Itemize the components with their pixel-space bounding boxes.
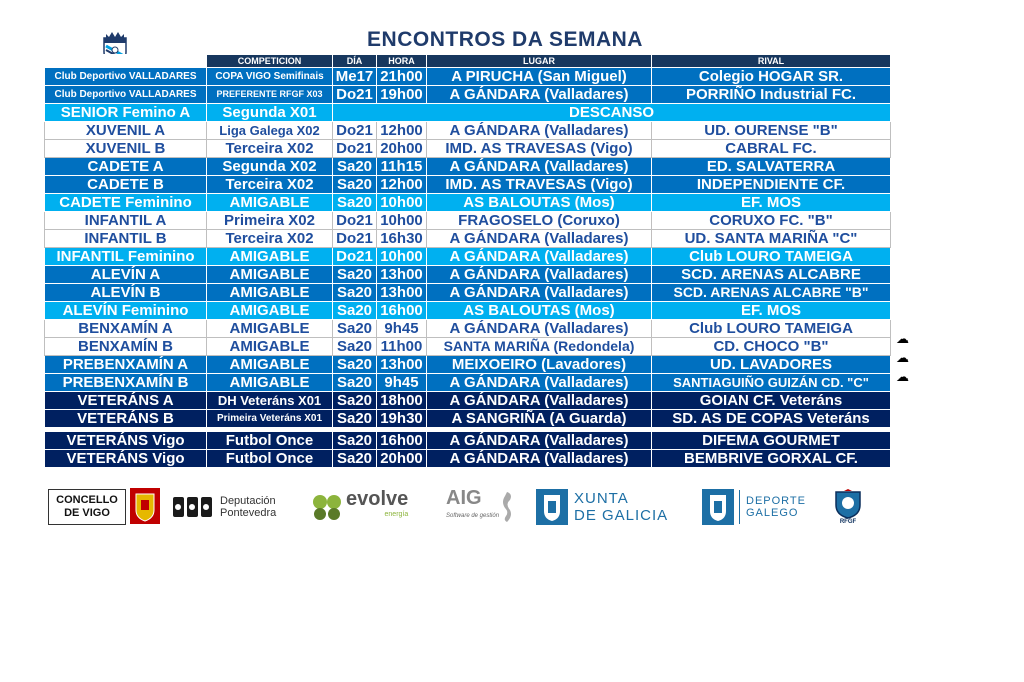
- rival-cell: SCD. ARENAS ALCABRE "B": [652, 284, 891, 302]
- xunta-line2: DE GALICIA: [574, 507, 669, 524]
- evolve-logo: [312, 487, 432, 527]
- rival-cell: EF. MOS: [652, 302, 891, 320]
- day-cell: Sa20: [333, 392, 377, 410]
- time-cell: 10h00: [377, 194, 427, 212]
- sponsor-strip: [44, 487, 890, 531]
- day-cell: Sa20: [333, 356, 377, 374]
- rest-cell: DESCANSO: [333, 104, 891, 122]
- day-cell: Do21: [333, 248, 377, 266]
- competition-cell: AMIGABLE: [207, 320, 333, 338]
- rain-cloud-icon: ☁: [896, 331, 909, 346]
- rival-cell: CD. CHOCO "B": [652, 338, 891, 356]
- venue-cell: A GÁNDARA (Valladares): [427, 86, 652, 104]
- venue-cell: A GÁNDARA (Valladares): [427, 158, 652, 176]
- concello-line1: CONCELLO: [56, 494, 118, 506]
- rain-cloud-icon: ☁: [896, 350, 909, 365]
- team-cell: BENXAMÍN B: [45, 338, 207, 356]
- competition-cell: Segunda X02: [207, 158, 333, 176]
- table-row: [45, 194, 891, 212]
- venue-cell: SANTA MARIÑA (Redondela): [427, 338, 652, 356]
- table-row: [45, 302, 891, 320]
- rain-cloud-icon: ☁: [896, 369, 909, 384]
- time-cell: 20h00: [377, 450, 427, 468]
- rival-cell: Club LOURO TAMEIGA: [652, 320, 891, 338]
- venue-cell: A GÁNDARA (Valladares): [427, 248, 652, 266]
- time-cell: 13h00: [377, 356, 427, 374]
- venue-cell: IMD. AS TRAVESAS (Vigo): [427, 140, 652, 158]
- table-row: [45, 158, 891, 176]
- competition-cell: Primeira X02: [207, 212, 333, 230]
- time-cell: 16h00: [377, 432, 427, 450]
- competition-cell: Primeira Veteráns X01: [207, 410, 333, 428]
- rival-cell: PORRIÑO Industrial FC.: [652, 86, 891, 104]
- team-cell: VETERÁNS A: [45, 392, 207, 410]
- competition-cell: AMIGABLE: [207, 356, 333, 374]
- day-cell: Me17: [333, 68, 377, 86]
- xunta-shield-icon: [536, 489, 568, 525]
- team-cell: CADETE Feminino: [45, 194, 207, 212]
- header-dia: DÍA: [333, 55, 377, 68]
- table-row: [45, 320, 891, 338]
- team-cell: ALEVÍN B: [45, 284, 207, 302]
- team-cell: SENIOR Femino A: [45, 104, 207, 122]
- table-row: [45, 392, 891, 410]
- day-cell: Do21: [333, 140, 377, 158]
- team-cell: Club Deportivo VALLADARES: [45, 86, 207, 104]
- competition-cell: AMIGABLE: [207, 374, 333, 392]
- time-cell: 13h00: [377, 266, 427, 284]
- competition-cell: Futbol Once: [207, 432, 333, 450]
- deporte-line2: GALEGO: [746, 507, 799, 519]
- competition-cell: Futbol Once: [207, 450, 333, 468]
- competition-cell: Terceira X02: [207, 230, 333, 248]
- day-cell: Sa20: [333, 410, 377, 428]
- rival-cell: UD. SANTA MARIÑA "C": [652, 230, 891, 248]
- competition-cell: AMIGABLE: [207, 194, 333, 212]
- day-cell: Do21: [333, 212, 377, 230]
- evolve-name: evolve: [346, 488, 409, 510]
- aig-logo: [446, 487, 526, 527]
- time-cell: 18h00: [377, 392, 427, 410]
- rival-cell: Colegio HOGAR SR.: [652, 68, 891, 86]
- page-title: ENCONTROS DA SEMANA: [367, 28, 643, 51]
- rival-cell: ED. SALVATERRA: [652, 158, 891, 176]
- rival-cell: CORUXO FC. "B": [652, 212, 891, 230]
- team-cell: VETERÁNS B: [45, 410, 207, 428]
- rival-cell: BEMBRIVE GORXAL CF.: [652, 450, 891, 468]
- competition-cell: COPA VIGO Semifinais: [207, 68, 333, 86]
- seahorse-icon: [499, 490, 515, 524]
- rival-cell: DIFEMA GOURMET: [652, 432, 891, 450]
- deputacion-line2: Pontevedra: [220, 507, 277, 519]
- table-row: [45, 374, 891, 392]
- team-cell: BENXAMÍN A: [45, 320, 207, 338]
- deputacion-pontevedra-logo: [172, 487, 302, 527]
- competition-cell: Terceira X02: [207, 140, 333, 158]
- team-cell: VETERÁNS Vigo: [45, 432, 207, 450]
- table-row: [45, 338, 891, 356]
- time-cell: 10h00: [377, 248, 427, 266]
- time-cell: 12h00: [377, 122, 427, 140]
- table-row: [45, 212, 891, 230]
- table-row: [45, 410, 891, 428]
- table-row: [45, 266, 891, 284]
- venue-cell: A GÁNDARA (Valladares): [427, 266, 652, 284]
- rfgf-logo: [830, 487, 866, 527]
- team-cell: ALEVÍN A: [45, 266, 207, 284]
- competition-cell: Liga Galega X02: [207, 122, 333, 140]
- team-cell: INFANTIL B: [45, 230, 207, 248]
- aig-tagline: Software de gestión: [446, 513, 500, 519]
- day-cell: Sa20: [333, 338, 377, 356]
- time-cell: 10h00: [377, 212, 427, 230]
- team-cell: CADETE B: [45, 176, 207, 194]
- venue-cell: A GÁNDARA (Valladares): [427, 284, 652, 302]
- competition-cell: Segunda X01: [207, 104, 333, 122]
- table-row: [45, 86, 891, 104]
- venue-cell: MEIXOEIRO (Lavadores): [427, 356, 652, 374]
- team-cell: VETERÁNS Vigo: [45, 450, 207, 468]
- time-cell: 9h45: [377, 374, 427, 392]
- day-cell: Sa20: [333, 432, 377, 450]
- header-competicion: COMPETICION: [207, 55, 333, 68]
- rival-cell: SANTIAGUIÑO GUIZÁN CD. "C": [652, 374, 891, 392]
- rival-cell: UD. LAVADORES: [652, 356, 891, 374]
- team-cell: INFANTIL A: [45, 212, 207, 230]
- team-cell: INFANTIL Feminino: [45, 248, 207, 266]
- team-cell: Club Deportivo VALLADARES: [45, 68, 207, 86]
- venue-cell: A GÁNDARA (Valladares): [427, 392, 652, 410]
- day-cell: Sa20: [333, 302, 377, 320]
- deputacion-icon: [172, 494, 214, 520]
- time-cell: 21h00: [377, 68, 427, 86]
- day-cell: Sa20: [333, 374, 377, 392]
- day-cell: Sa20: [333, 266, 377, 284]
- competition-cell: Terceira X02: [207, 176, 333, 194]
- team-cell: XUVENIL A: [45, 122, 207, 140]
- venue-cell: A GÁNDARA (Valladares): [427, 320, 652, 338]
- rival-cell: SCD. ARENAS ALCABRE: [652, 266, 891, 284]
- table-row: [45, 450, 891, 468]
- xunta-line1: XUNTA: [574, 490, 629, 507]
- table-row: [45, 140, 891, 158]
- header-lugar: LUGAR: [427, 55, 652, 68]
- header-hora: HORA: [377, 55, 427, 68]
- table-row: [45, 104, 891, 122]
- competition-cell: AMIGABLE: [207, 302, 333, 320]
- table-header-row: [45, 55, 891, 68]
- team-cell: CADETE A: [45, 158, 207, 176]
- venue-cell: A SANGRIÑA (A Guarda): [427, 410, 652, 428]
- venue-cell: A PIRUCHA (San Miguel): [427, 68, 652, 86]
- day-cell: Do21: [333, 86, 377, 104]
- day-cell: Sa20: [333, 284, 377, 302]
- venue-cell: IMD. AS TRAVESAS (Vigo): [427, 176, 652, 194]
- day-cell: Do21: [333, 122, 377, 140]
- deporte-galego-logo: [702, 487, 822, 527]
- day-cell: Sa20: [333, 158, 377, 176]
- day-cell: Sa20: [333, 194, 377, 212]
- evolve-leaf-icon: [312, 494, 342, 520]
- time-cell: 20h00: [377, 140, 427, 158]
- table-row: [45, 284, 891, 302]
- rival-cell: GOIAN CF. Veteráns: [652, 392, 891, 410]
- deporte-shield-icon: [702, 489, 734, 525]
- day-cell: Do21: [333, 230, 377, 248]
- time-cell: 12h00: [377, 176, 427, 194]
- concello-vigo-logo: [48, 489, 126, 525]
- time-cell: 19h00: [377, 86, 427, 104]
- venue-cell: A GÁNDARA (Valladares): [427, 450, 652, 468]
- table-row: [45, 432, 891, 450]
- table-row: [45, 248, 891, 266]
- table-row: [45, 122, 891, 140]
- rival-cell: SD. AS DE COPAS Veteráns: [652, 410, 891, 428]
- time-cell: 16h30: [377, 230, 427, 248]
- rival-cell: UD. OURENSE "B": [652, 122, 891, 140]
- competition-cell: AMIGABLE: [207, 284, 333, 302]
- time-cell: 13h00: [377, 284, 427, 302]
- competition-cell: AMIGABLE: [207, 248, 333, 266]
- venue-cell: A GÁNDARA (Valladares): [427, 122, 652, 140]
- xunta-galicia-logo: [536, 487, 696, 527]
- deputacion-line1: Deputación: [220, 495, 276, 507]
- header-rival: RIVAL: [652, 55, 891, 68]
- venue-cell: A GÁNDARA (Valladares): [427, 230, 652, 248]
- header-team: [45, 55, 207, 68]
- venue-cell: FRAGOSELO (Coruxo): [427, 212, 652, 230]
- rival-cell: Club LOURO TAMEIGA: [652, 248, 891, 266]
- rival-cell: CABRAL FC.: [652, 140, 891, 158]
- rival-cell: INDEPENDIENTE CF.: [652, 176, 891, 194]
- rival-cell: EF. MOS: [652, 194, 891, 212]
- concello-line2: DE VIGO: [64, 507, 110, 519]
- time-cell: 9h45: [377, 320, 427, 338]
- time-cell: 16h00: [377, 302, 427, 320]
- venue-cell: A GÁNDARA (Valladares): [427, 374, 652, 392]
- team-cell: PREBENXAMÍN B: [45, 374, 207, 392]
- team-cell: PREBENXAMÍN A: [45, 356, 207, 374]
- venue-cell: AS BALOUTAS (Mos): [427, 302, 652, 320]
- competition-cell: PREFERENTE RFGF X03: [207, 86, 333, 104]
- competition-cell: AMIGABLE: [207, 338, 333, 356]
- time-cell: 19h30: [377, 410, 427, 428]
- competition-cell: DH Veteráns X01: [207, 392, 333, 410]
- day-cell: Sa20: [333, 450, 377, 468]
- table-row: [45, 230, 891, 248]
- evolve-tagline: energía: [384, 511, 409, 518]
- time-cell: 11h00: [377, 338, 427, 356]
- table-row: [45, 68, 891, 86]
- venue-cell: AS BALOUTAS (Mos): [427, 194, 652, 212]
- table-row: [45, 176, 891, 194]
- day-cell: Sa20: [333, 176, 377, 194]
- venue-cell: A GÁNDARA (Valladares): [427, 432, 652, 450]
- rfgf-label: RFGF: [839, 519, 857, 525]
- schedule-table: [44, 54, 891, 468]
- table-row: [45, 356, 891, 374]
- competition-cell: AMIGABLE: [207, 266, 333, 284]
- rfgf-crest-icon: [831, 489, 865, 519]
- day-cell: Sa20: [333, 320, 377, 338]
- deporte-line1: DEPORTE: [746, 495, 806, 507]
- team-cell: XUVENIL B: [45, 140, 207, 158]
- vigo-shield-icon: [130, 488, 160, 524]
- team-cell: ALEVÍN Feminino: [45, 302, 207, 320]
- aig-name: AIG: [446, 487, 482, 509]
- time-cell: 11h15: [377, 158, 427, 176]
